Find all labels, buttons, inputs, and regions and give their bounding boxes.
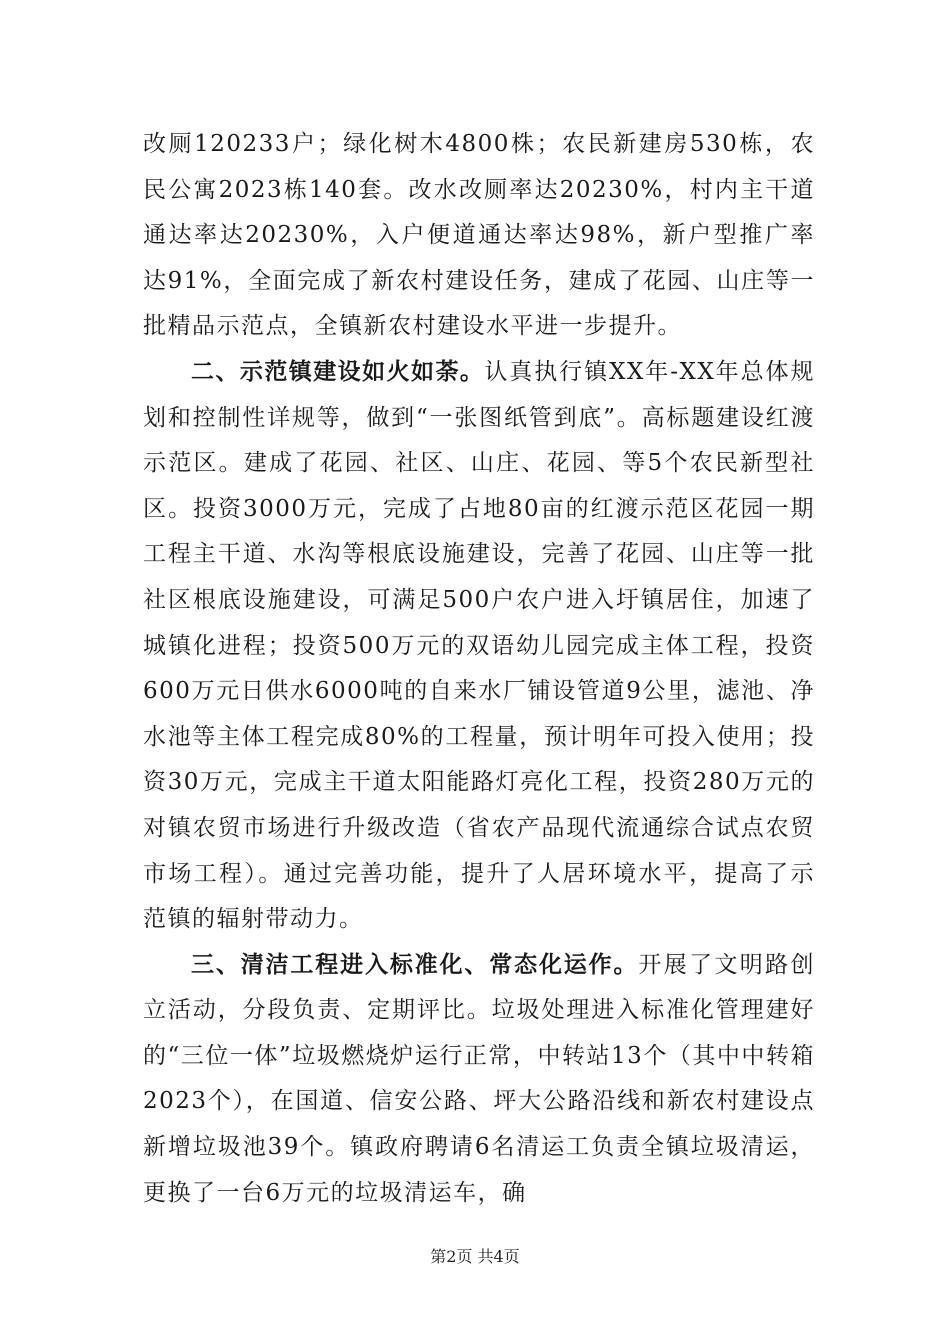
paragraph-clean-project	[143, 943, 815, 1217]
section-heading: 二、示范镇建设如火如荼。	[191, 358, 485, 385]
paragraph-demonstration-town	[143, 350, 815, 943]
paragraph-text: 开展了文明路创立活动，分段负责、定期评比。垃圾处理进入标准化管理建好的“三位一体”垃圾燃烧炉运行正常，中转站13个（其中中转箱2023个），在国道、信安公路、坪大公路沿线和新农村建设点新增垃圾池39个。镇政府聘请6名清运工负责全镇垃圾清运，更换了一台6万元的垃圾清运车，确	[143, 951, 816, 1206]
paragraph-text: 认真执行镇XX年-XX年总体规划和控制性详规等，做到“一张图纸管到底”。高标题建设红渡示范区。建成了花园、社区、山庄、花园、等5个农民新型社区。投资3000万元，完成了占地80亩的红渡示范区花园一期工程主干道、水沟等根底设施建设，完善了花园、山庄等一批社区根底设施建设，可满足500户农户进入圩镇居住，加速了城镇化进程；投资500万元的双语幼儿园完成主体工程，投资600万元日供水6000吨的自来水厂铺设管道9公里，滤池、净水池等主体工程完成80%的工程量，预计明年可投入使用；投资30万元，完成主干道太阳能路灯亮化工程，投资280万元的对镇农贸市场进行升级改造（省农产品现代流通综合试点农贸市场工程）。通过完善功能，提升了人居环境水平，提高了示范镇的辐射带动力。	[143, 358, 815, 933]
paragraph-text: 改厕120233户；绿化树木4800株；农民新建房530栋，农民公寓2023栋140套。改水改厕率达20230%，村内主干道通达率达20230%，入户便道通达率达98%，新户型推广率达91%，全面完成了新农村建设任务，建成了花园、山庄等一批精品示范点，全镇新农村建设水平进一步提升。	[143, 131, 815, 340]
page-footer: 第2页 共4页	[430, 1247, 520, 1266]
section-heading: 三、清洁工程进入标准化、常态化运作。	[191, 951, 639, 978]
document-body	[143, 122, 815, 1216]
paragraph-continuation	[143, 122, 815, 350]
